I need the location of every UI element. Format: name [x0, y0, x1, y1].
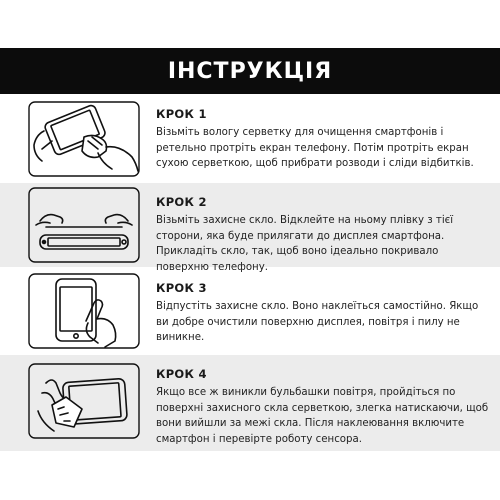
finger-release-icon	[28, 273, 140, 349]
step-2-body: Візьміть захисне скло. Відклейте на ньому плівку з тієї сторони, яка буде прилягати до дисплея смартфона. Прикладіть скло, так, щоб воно ідеально покривало поверхню телефону.	[156, 215, 454, 273]
step-1-title: КРОК 1	[156, 107, 207, 121]
step-3-body: Відпустіть захисне скло. Воно наклеїться самостійно. Якщо ви добре очистили поверхню дисплея, повітря і пилу не виникне.	[156, 301, 479, 344]
step-4	[0, 355, 500, 451]
bubble-remove-icon	[28, 363, 140, 439]
step-2-title: КРОК 2	[156, 195, 207, 209]
step-1	[0, 95, 500, 183]
step-1-body: Візьміть вологу серветку для очищення смартфонів і ретельно протріть екран телефону. Потім протріть екран сухою серветкою, щоб прибрати розводи і сліди відбитків.	[156, 127, 474, 170]
title-banner	[0, 48, 500, 94]
step-4-body: Якщо все ж виникли бульбашки повітря, пройдіться по поверхні захисного скла серветкою, злегка натискаючи, щоб вони вийшли за межі скла. Після наклеювання включите смартфон і перевірте роботу сенсора.	[156, 387, 489, 445]
step-3	[0, 267, 500, 355]
phone-wipe-icon	[28, 101, 140, 177]
page-title: ІНСТРУКЦІЯ	[167, 58, 333, 84]
step-4-title: КРОК 4	[156, 367, 207, 381]
step-3-title: КРОК 3	[156, 281, 207, 295]
glass-apply-icon	[28, 187, 140, 263]
step-2	[0, 183, 500, 273]
